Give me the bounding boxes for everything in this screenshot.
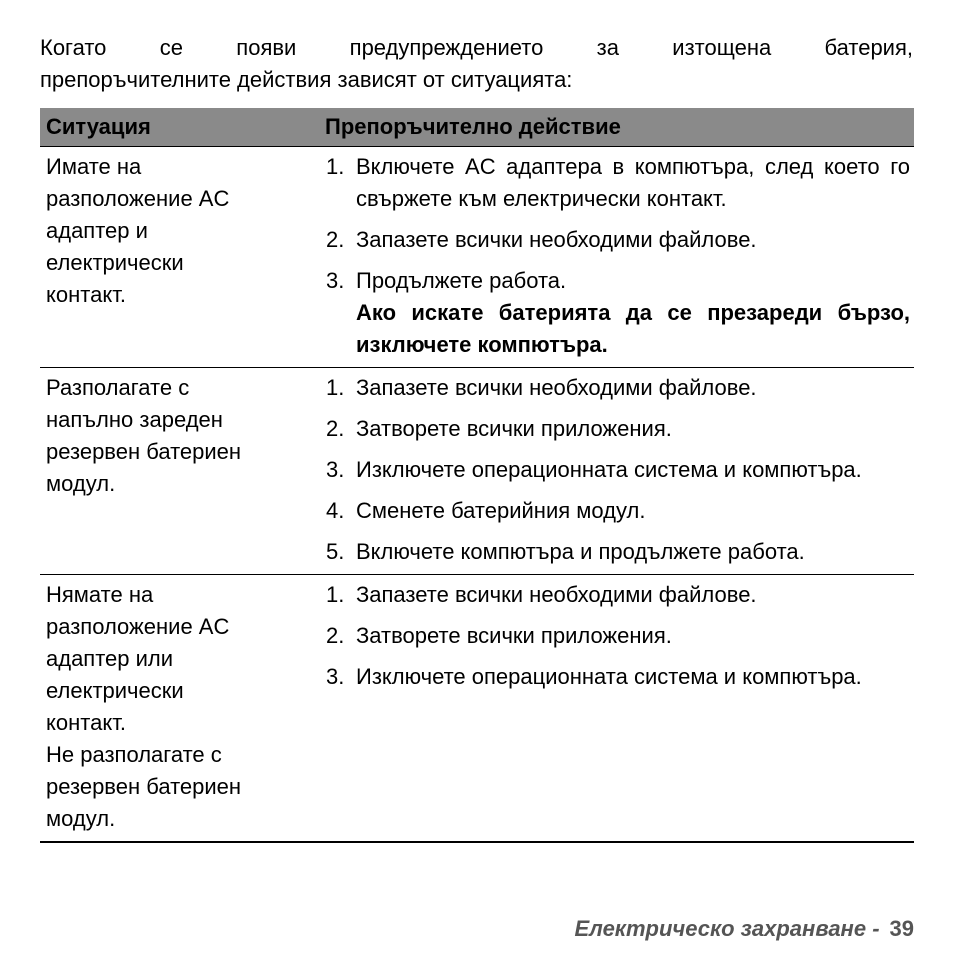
step-text: Затворете всички приложения. [356,623,672,648]
step-list [326,372,914,568]
recommendation-table [40,108,914,843]
situation-line: Нямате на [46,582,154,607]
intro-line-2: препоръчителните действия зависят от ситуацията: [40,67,573,92]
step-number: 5. [326,539,345,564]
list-item [326,413,914,445]
intro-line-1: Когато се появи предупреждението за изтощена батерия, [40,35,913,60]
step-list [326,151,914,361]
header-situation: Ситуация [40,108,320,147]
step-number: 3. [326,664,345,689]
situation-line: резервен батериен [46,439,242,464]
list-item [326,579,914,611]
list-item [326,661,914,693]
step-number: 3. [326,268,345,293]
list-item [326,151,914,215]
list-item [326,265,914,361]
step-number: 3. [326,457,345,482]
table-header-row [40,108,914,147]
action-cell [320,147,914,368]
step-text: Продължете работа. [356,268,567,293]
page-footer [575,913,915,945]
step-text: Сменете батерийния модул. [356,498,646,523]
situation-line: електрически [46,678,184,703]
situation-line: резервен батериен [46,774,242,799]
situation-line: разположение AC [46,614,230,639]
situation-line: електрически [46,250,184,275]
step-text: Включете AC адаптера в компютъра, след което го свържете към електрически контакт. [356,154,910,211]
step-number: 4. [326,498,345,523]
page-number: 39 [889,916,914,941]
intro-paragraph [40,32,913,96]
list-item [326,454,914,486]
list-item [326,224,914,256]
table-row [40,575,914,843]
footer-section-title: Електрическо захранване - [574,916,880,941]
step-number: 1. [326,582,345,607]
step-text: Включете компютъра и продължете работа. [356,539,805,564]
step-text: Запазете всички необходими файлове. [356,582,757,607]
list-item [326,372,914,404]
table-row [40,368,914,575]
header-action: Препоръчително действие [320,108,914,147]
step-list [326,579,914,693]
step-text: Затворете всички приложения. [356,416,672,441]
situation-line: разположение AC [46,186,230,211]
table-row [40,147,914,368]
situation-cell [40,368,320,575]
situation-line: Не разполагате с [46,742,222,767]
situation-line: модул. [46,471,116,496]
step-note: Ако искате батерията да се презареди бързо, изключете компютъра. [356,300,910,357]
situation-line: контакт. [46,282,126,307]
step-text: Изключете операционната система и компютъра. [356,457,862,482]
situation-cell [40,147,320,368]
list-item [326,620,914,652]
situation-cell [40,575,320,843]
situation-line: модул. [46,806,116,831]
step-text: Изключете операционната система и компютъра. [356,664,862,689]
step-text: Запазете всички необходими файлове. [356,375,757,400]
step-number: 2. [326,227,345,252]
step-number: 2. [326,416,345,441]
list-item [326,536,914,568]
situation-line: контакт. [46,710,126,735]
step-number: 1. [326,154,345,179]
step-text: Запазете всички необходими файлове. [356,227,757,252]
situation-line: адаптер и [46,218,148,243]
situation-line: адаптер или [46,646,174,671]
situation-line: Разполагате с [46,375,190,400]
situation-line: напълно зареден [46,407,223,432]
step-number: 1. [326,375,345,400]
situation-line: Имате на [46,154,142,179]
step-number: 2. [326,623,345,648]
action-cell [320,575,914,843]
list-item [326,495,914,527]
action-cell [320,368,914,575]
